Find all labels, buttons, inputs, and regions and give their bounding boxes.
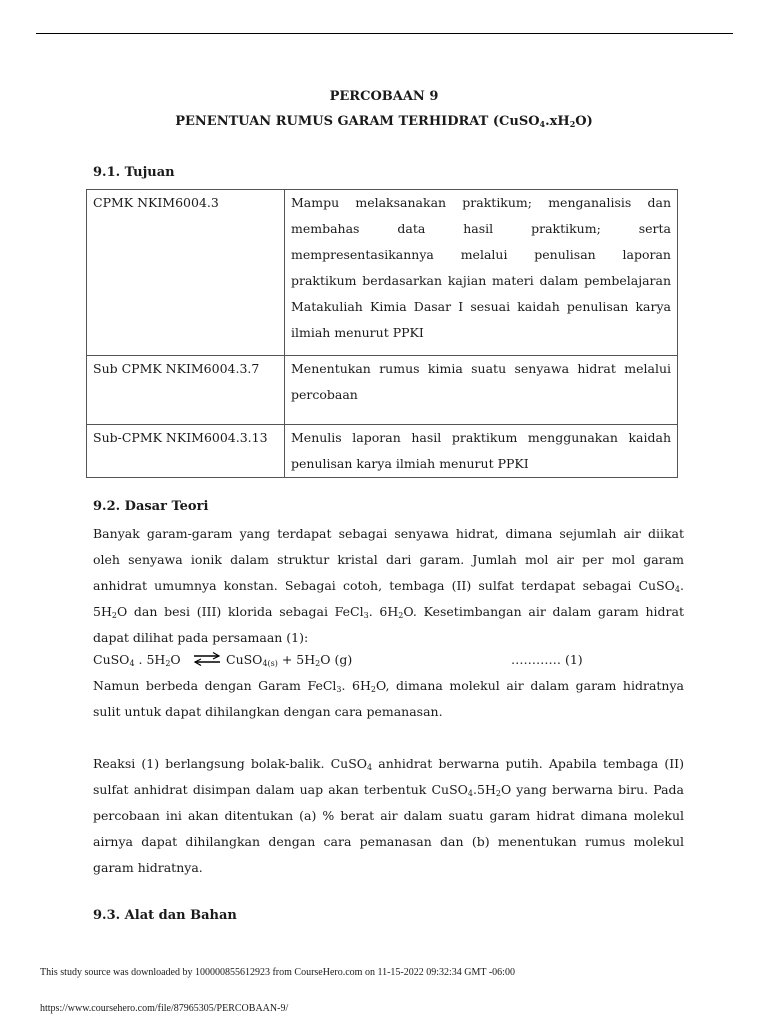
cpmk-description: Mampu melaksanakan praktikum; menganalisis dan membahas data hasil praktikum; serta mempresentasikannya melalui penulisan laporan praktikum berdasarkan kajian materi dalam pembelajaran Matakuliah Kimia Dasar I sesuai kaidah penulisan karya ilmiah menurut PPKI xyxy=(285,190,678,356)
equation-rhs: CuSO$_{4(s)}$ + $5H_2O$ (g) xyxy=(226,652,353,668)
section-heading-tujuan: 9.1. Tujuan xyxy=(93,165,175,180)
cpmk-table xyxy=(86,189,678,478)
top-rule xyxy=(36,33,733,34)
paragraph-theory-1: Banyak garam-garam yang terdapat sebagai senyawa hidrat, dimana sejumlah air diikat oleh senyawa ionik dalam struktur kristal dari garam. Jumlah mol air per mol garam anhidrat umumnya konstan. Sebagai cotoh, tembaga (II) sulfat terdapat sebagai CuSO$_4$. $5H_2O$ dan besi (III) klorida sebagai FeCl$_3$. $6H_2O$. Kesetimbangan air dalam garam hidrat dapat dilihat pada persamaan (1): xyxy=(93,526,684,645)
equation-lhs: CuSO$_4$ . $5H_2O$ xyxy=(93,652,181,668)
cpmk-description: Menentukan rumus kimia suatu senyawa hidrat melalui percobaan xyxy=(285,356,678,425)
download-notice: This study source was downloaded by 100000855612923 from CourseHero.com on 11-15-2022 09:32:34 GMT -06:00 xyxy=(40,967,515,978)
document-title: PERCOBAAN 9 xyxy=(329,89,439,104)
cpmk-code: Sub CPMK NKIM6004.3.7 xyxy=(87,356,285,425)
cpmk-code: Sub-CPMK NKIM6004.3.13 xyxy=(87,425,285,478)
equilibrium-arrow-icon xyxy=(192,652,222,666)
cpmk-code: CPMK NKIM6004.3 xyxy=(87,190,285,356)
section-heading-alat-bahan: 9.3. Alat dan Bahan xyxy=(93,908,237,923)
table-row xyxy=(87,425,678,478)
source-url[interactable]: https://www.coursehero.com/file/87965305/PERCOBAAN-9/ xyxy=(40,1003,289,1014)
table-row xyxy=(87,356,678,425)
section-heading-dasar-teori: 9.2. Dasar Teori xyxy=(93,499,209,514)
cpmk-description: Menulis laporan hasil praktikum menggunakan kaidah penulisan karya ilmiah menurut PPKI xyxy=(285,425,678,478)
equation-1 xyxy=(93,647,684,673)
table-row xyxy=(87,190,678,356)
equation-number: ………… (1) xyxy=(511,652,583,667)
paragraph-theory-3: Reaksi (1) berlangsung bolak-balik. CuSO$_4$ anhidrat berwarna putih. Apabila tembaga (II) sulfat anhidrat disimpan dalam uap akan terbentuk $CuSO_4.5H_2O$ yang berwarna biru. Pada percobaan ini akan ditentukan (a) % berat air dalam suatu garam hidrat dimana molekul airnya dapat dihilangkan dengan cara pemanasan dan (b) menentukan rumus molekul garam hidratnya. xyxy=(93,756,685,875)
paragraph-theory-2: Namun berbeda dengan Garam FeCl$_3$. $6H_2O$, dimana molekul air dalam garam hidratnya sulit untuk dapat dihilangkan dengan cara pemanasan. xyxy=(93,678,684,719)
document-subtitle: PENENTUAN RUMUS GARAM TERHIDRAT $(CuSO_4.xH_2O)$ xyxy=(175,114,593,129)
